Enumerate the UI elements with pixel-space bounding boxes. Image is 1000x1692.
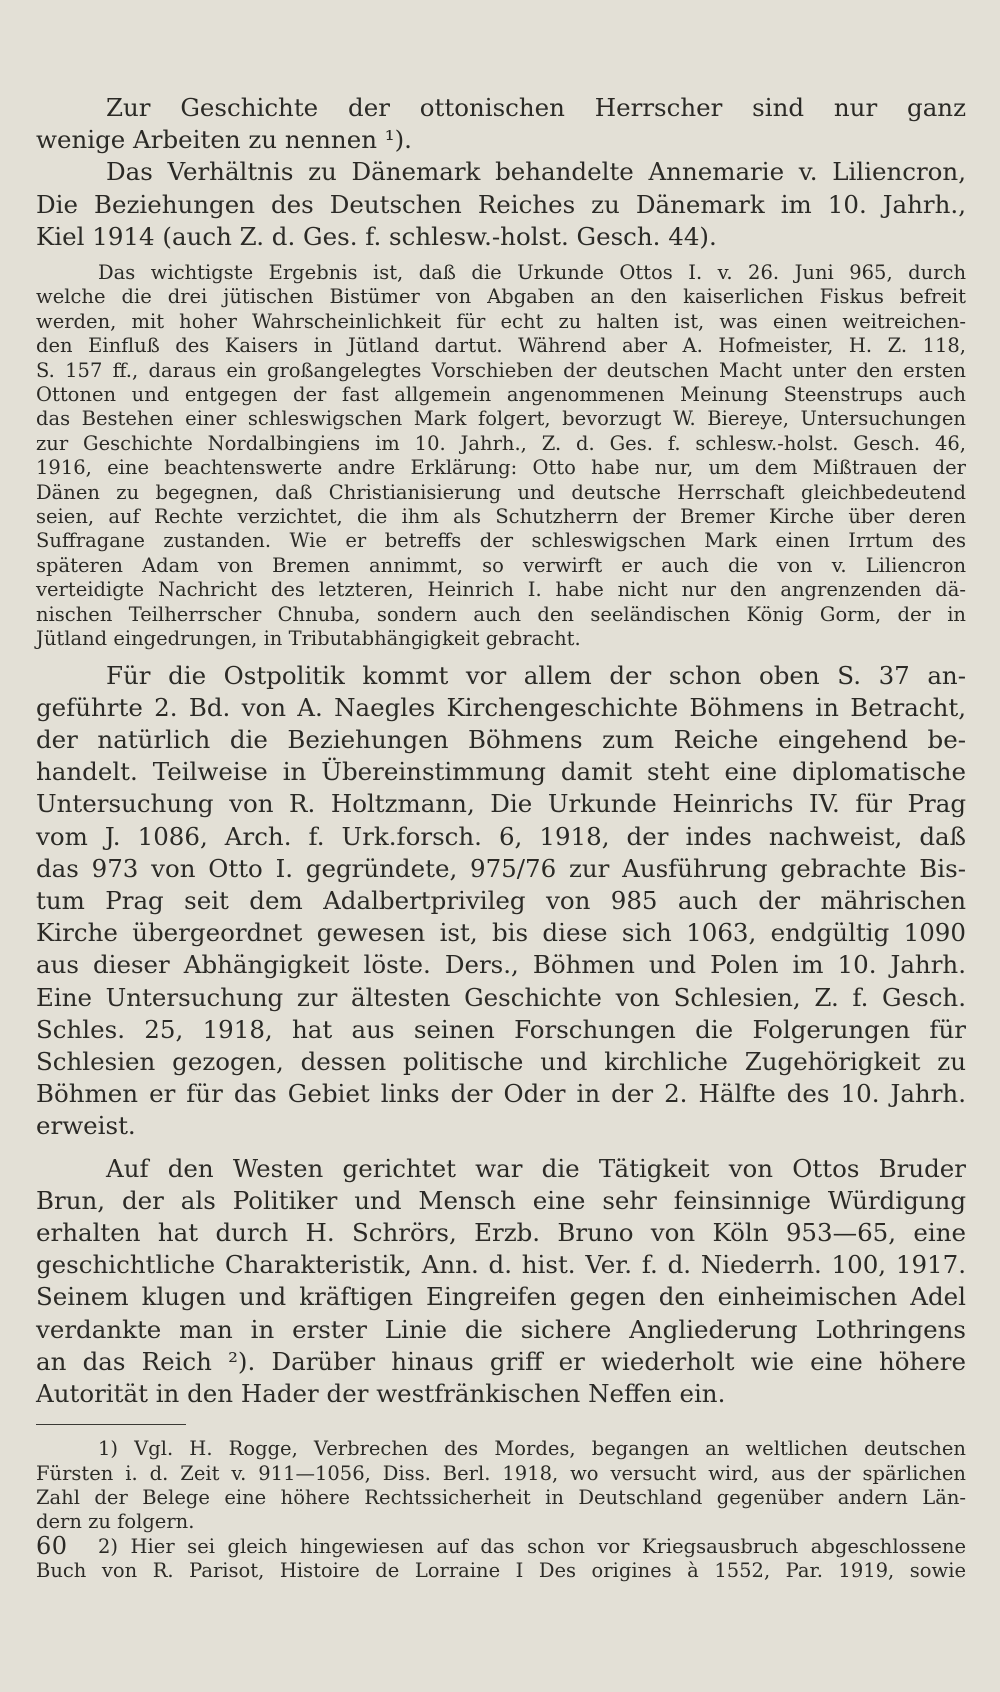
paragraph-ostpolitik xyxy=(36,660,966,1143)
text-line: Böhmen er für das Gebiet links der Oder in der 2. Hälfte des 10. Jahrh. xyxy=(36,1079,966,1109)
text-line: Das wichtigste Ergebnis ist, daß die Urkunde Ottos I. v. 26. Juni 965, durch xyxy=(98,261,966,285)
footnote-2 xyxy=(36,1535,966,1584)
text-line: seien, auf Rechte verzichtet, die ihm als Schutzherrn der Bremer Kirche über deren xyxy=(36,505,966,529)
text-line: S. 157 ff., daraus ein großangelegtes Vorschieben der deutschen Macht unter den ersten xyxy=(36,358,966,382)
text-line: 1) Vgl. H. Rogge, Verbrechen des Mordes, begangen an weltlichen deutschen xyxy=(98,1437,966,1461)
text-line: Für die Ostpolitik kommt vor allem der schon oben S. 37 an- xyxy=(106,660,966,690)
paragraph-denmark xyxy=(36,156,966,253)
text-line: geführte 2. Bd. von A. Naegles Kirchengeschichte Böhmens in Betracht, xyxy=(36,692,966,722)
text-line: erhalten hat durch H. Schrörs, Erzb. Bruno von Köln 953—65, eine xyxy=(36,1217,966,1247)
text-line: Auf den Westen gerichtet war die Tätigkeit von Ottos Bruder xyxy=(106,1153,966,1183)
text-line: nischen Teilherrscher Chnuba, sondern auch den seeländischen König Gorm, der in xyxy=(36,602,966,626)
text-line: wenige Arbeiten zu nennen ¹). xyxy=(36,125,412,155)
text-line: Zur Geschichte der ottonischen Herrscher sind nur ganz xyxy=(106,93,966,122)
text-line: Brun, der als Politiker und Mensch eine sehr feinsinnige Würdigung xyxy=(36,1185,966,1215)
text-line: das Bestehen einer schleswigschen Mark folgert, bevorzugt W. Biereye, Untersuchungen xyxy=(36,407,966,431)
paragraph-small-print-jutland xyxy=(36,261,966,652)
text-line: Fürsten i. d. Zeit v. 911—1056, Diss. Berl. 1918, wo versucht wird, aus der spärlichen xyxy=(36,1461,966,1485)
text-line: Suffragane zustanden. Wie er betreffs der schleswigschen Mark einen Irrtum des xyxy=(36,529,966,553)
text-line: Das Verhältnis zu Dänemark behandelte Annemarie v. Liliencron, xyxy=(106,157,966,187)
text-line: den Einfluß des Kaisers in Jütland dartut. Während aber A. Hofmeister, H. Z. 118, xyxy=(36,334,966,358)
text-line: vom J. 1086, Arch. f. Urk.forsch. 6, 1918, der indes nachweist, daß xyxy=(36,821,966,851)
text-line: das 973 von Otto I. gegründete, 975/76 zur Ausführung gebrachte Bis- xyxy=(36,853,966,883)
text-line: Kiel 1914 (auch Z. d. Ges. f. schlesw.-holst. Gesch. 44). xyxy=(36,221,717,251)
text-line: Schlesien gezogen, dessen politische und kirchliche Zugehörigkeit zu xyxy=(36,1046,966,1076)
text-line: Die Beziehungen des Deutschen Reiches zu Dänemark im 10. Jahrh., xyxy=(36,189,966,219)
footnote-divider xyxy=(36,1424,186,1425)
paragraph-ottonian-rulers xyxy=(36,92,966,156)
footnote-1 xyxy=(36,1437,966,1535)
text-line: dern zu folgern. xyxy=(36,1510,195,1534)
text-line: werden, mit hoher Wahrscheinlichkeit für echt zu halten ist, was einen weitreichen- xyxy=(36,309,966,333)
page-number: 60 xyxy=(36,1532,68,1560)
text-line: Untersuchung von R. Holtzmann, Die Urkunde Heinrichs IV. für Prag xyxy=(36,789,966,819)
text-line: Jütland eingedrungen, in Tributabhängigkeit gebracht. xyxy=(36,627,581,651)
text-line: Autorität in den Hader der westfränkischen Neffen ein. xyxy=(36,1378,726,1408)
text-line: tum Prag seit dem Adalbertprivileg von 985 auch der mährischen xyxy=(36,885,966,915)
text-line: verteidigte Nachricht des letzteren, Heinrich I. habe nicht nur den angrenzenden dä- xyxy=(36,578,966,602)
page-body xyxy=(36,92,966,1584)
text-line: aus dieser Abhängigkeit löste. Ders., Böhmen und Polen im 10. Jahrh. xyxy=(36,950,966,980)
text-line: Kirche übergeordnet gewesen ist, bis diese sich 1063, endgültig 1090 xyxy=(36,918,966,948)
text-line: Dänen zu begegnen, daß Christianisierung und deutsche Herrschaft gleichbedeutend xyxy=(36,480,966,504)
text-line: Schles. 25, 1918, hat aus seinen Forschungen die Folgerungen für xyxy=(36,1014,966,1044)
text-line: verdankte man in erster Linie die sichere Angliederung Lothringens xyxy=(36,1314,966,1344)
paragraph-westen xyxy=(36,1153,966,1411)
text-line: der natürlich die Beziehungen Böhmens zum Reiche eingehend be- xyxy=(36,724,966,754)
text-line: Eine Untersuchung zur ältesten Geschichte von Schlesien, Z. f. Gesch. xyxy=(36,982,966,1012)
text-line: Ottonen und entgegen der fast allgemein angenommenen Meinung Steenstrups auch xyxy=(36,383,966,407)
text-line: an das Reich ²). Darüber hinaus griff er wiederholt wie eine höhere xyxy=(36,1346,966,1376)
text-line: welche die drei jütischen Bistümer von Abgaben an den kaiserlichen Fiskus befreit xyxy=(36,285,966,309)
text-line: geschichtliche Charakteristik, Ann. d. hist. Ver. f. d. Niederrh. 100, 1917. xyxy=(36,1250,966,1280)
text-line: erweist. xyxy=(36,1111,136,1141)
text-line: zur Geschichte Nordalbingiens im 10. Jahrh., Z. d. Ges. f. schlesw.-holst. Gesch. 46, xyxy=(36,431,966,455)
text-line: Buch von R. Parisot, Histoire de Lorraine I Des origines à 1552, Par. 1919, sowie xyxy=(36,1559,966,1583)
text-line: Zahl der Belege eine höhere Rechtssicherheit in Deutschland gegenüber andern Län- xyxy=(36,1486,966,1509)
text-line: 1916, eine beachtenswerte andre Erklärung: Otto habe nur, um dem Mißtrauen der xyxy=(36,456,966,480)
text-line: späteren Adam von Bremen annimmt, so verwirft er auch die von v. Liliencron xyxy=(36,553,966,577)
text-line: 2) Hier sei gleich hingewiesen auf das schon vor Kriegsausbruch abgeschlossene xyxy=(98,1534,966,1558)
text-line: handelt. Teilweise in Übereinstimmung damit steht eine diplomatische xyxy=(36,757,966,787)
text-line: Seinem klugen und kräftigen Eingreifen gegen den einheimischen Adel xyxy=(36,1282,966,1312)
